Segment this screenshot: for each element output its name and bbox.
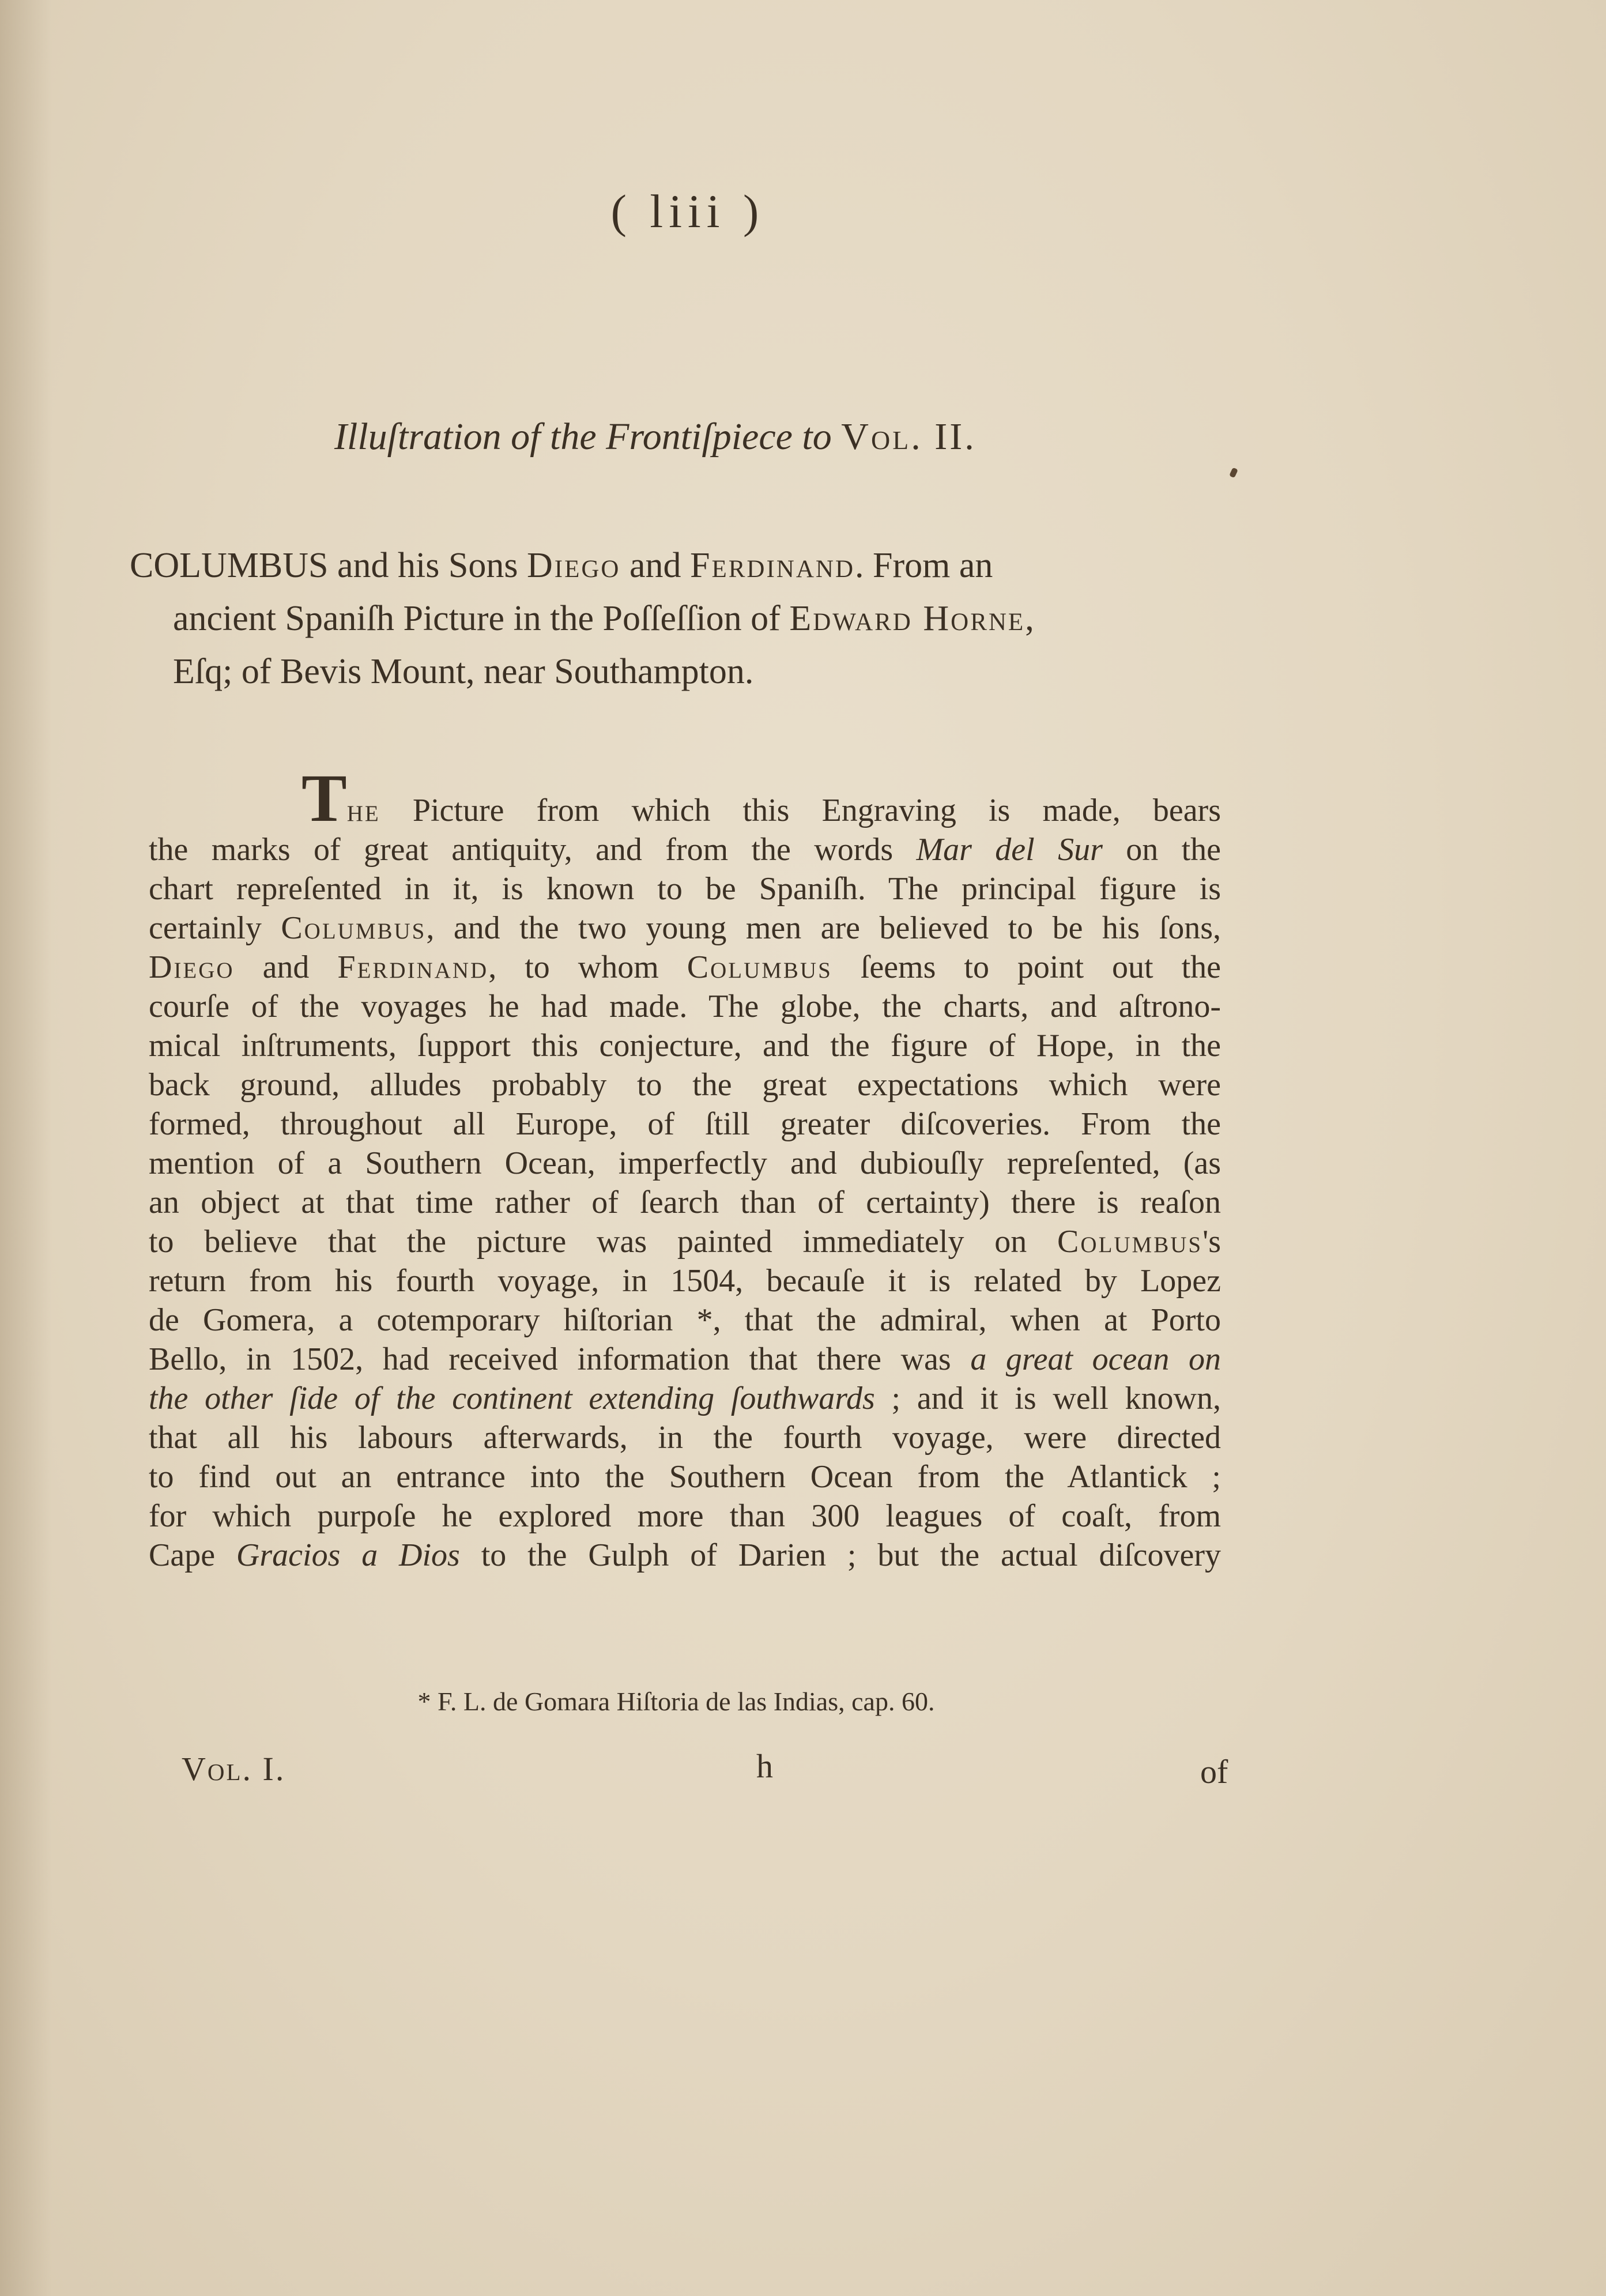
heading-text: ancient Spaniſh Picture in the Poſſeſſion of bbox=[173, 599, 790, 638]
body-line bbox=[149, 1536, 1221, 1575]
body-line bbox=[149, 948, 1221, 987]
illustration-title-volume: Vol. II. bbox=[841, 416, 977, 458]
body-line: mention of a Southern Ocean, imperfectly and dubiouſly repreſented, (as bbox=[149, 1145, 1221, 1181]
name-edward-horne: Edward Horne bbox=[789, 599, 1026, 638]
body-line: that all his labours afterwards, in the fourth voyage, were directed bbox=[149, 1420, 1221, 1456]
body-text: Bello, in 1502, had received information that there was bbox=[149, 1341, 971, 1377]
body-text: and bbox=[234, 949, 338, 985]
name-ferdinand: Ferdinand bbox=[690, 546, 855, 585]
body-text: , to whom bbox=[488, 949, 687, 985]
body-line bbox=[149, 1379, 1221, 1418]
body-text: 's bbox=[1202, 1224, 1221, 1260]
heading-text: and bbox=[620, 546, 690, 585]
binding-edge-shadow bbox=[0, 0, 52, 2296]
drop-cap: T bbox=[301, 760, 347, 836]
heading-line-1 bbox=[130, 539, 1283, 592]
heading-text: COLUMBUS and his Sons bbox=[130, 546, 527, 585]
body-line: return from his fourth voyage, in 1504, becauſe it is related by Lopez bbox=[149, 1263, 1221, 1299]
body-text: to the Gulph of Darien ; but the actual diſcovery bbox=[459, 1537, 1222, 1573]
name-diego: Diego bbox=[149, 949, 235, 985]
body-paragraph bbox=[149, 760, 1222, 1575]
body-line: back ground, alludes probably to the great expectations which were bbox=[149, 1067, 1221, 1103]
heading-line-3: Eſq; of Bevis Mount, near Southampton. bbox=[173, 652, 754, 691]
body-line: chart repreſented in it, is known to be Spaniſh. The principal figure is bbox=[149, 871, 1221, 907]
body-text: on the bbox=[1102, 832, 1222, 868]
body-text: the marks of great antiquity, and from the words bbox=[149, 832, 917, 868]
body-text: Picture from which this Engraving is made, bears bbox=[380, 793, 1221, 828]
footnote: * F. L. de Gomara Hiſtoria de las Indias, cap. 60. bbox=[417, 1687, 935, 1716]
body-line bbox=[149, 1340, 1221, 1379]
body-text: to believe that the picture was painted immediately on bbox=[149, 1224, 1058, 1260]
body-line bbox=[149, 760, 1221, 836]
heading-text: , bbox=[1025, 599, 1034, 638]
name-diego: Diego bbox=[527, 546, 621, 585]
heading-text: . From an bbox=[855, 546, 993, 585]
body-line: to find out an entrance into the Southern Ocean from the Atlantick ; bbox=[149, 1459, 1221, 1495]
picture-heading bbox=[130, 539, 1283, 698]
body-line: de Gomera, a cotemporary hiſtorian *, that the admiral, when at Porto bbox=[149, 1302, 1221, 1338]
body-line: formed, throughout all Europe, of ſtill greater diſcoveries. From the bbox=[149, 1106, 1221, 1142]
body-text: ſeems to point out the bbox=[832, 949, 1221, 985]
body-line: courſe of the voyages he had made. The globe, the charts, and aſtrono- bbox=[149, 989, 1221, 1024]
illustration-title-prefix: Illuſtration of the Frontiſpiece to bbox=[334, 416, 832, 458]
italic-text: Gracios a Dios bbox=[236, 1537, 460, 1573]
name-columbus: Columbus bbox=[1057, 1224, 1203, 1260]
ink-speck bbox=[1229, 468, 1238, 478]
body-text: certainly bbox=[149, 910, 281, 946]
body-line bbox=[149, 1222, 1221, 1261]
signature-mark: h bbox=[756, 1747, 773, 1785]
italic-text: the other ſide of the continent extending ſouthwards bbox=[149, 1381, 875, 1416]
body-text: , and the two young men are believed to be his ſons, bbox=[426, 910, 1222, 946]
illustration-title bbox=[334, 415, 977, 459]
italic-text: a great ocean on bbox=[970, 1341, 1222, 1377]
body-line bbox=[149, 908, 1221, 948]
body-line: an object at that time rather of ſearch than of certainty) there is reaſon bbox=[149, 1185, 1221, 1220]
name-columbus: Columbus bbox=[687, 949, 832, 985]
body-line: for which purpoſe he explored more than 300 leagues of coaſt, from bbox=[149, 1498, 1221, 1534]
body-line: mical inſtruments, ſupport this conjecture, and the figure of Hope, in the bbox=[149, 1028, 1221, 1064]
italic-text: Mar del Sur bbox=[916, 832, 1103, 868]
body-text: he bbox=[346, 793, 380, 828]
name-columbus: Columbus bbox=[281, 910, 427, 946]
body-text: Cape bbox=[149, 1537, 236, 1573]
name-ferdinand: Ferdinand bbox=[337, 949, 489, 985]
heading-line-2 bbox=[130, 592, 1283, 645]
body-text: ; and it is well known, bbox=[874, 1381, 1221, 1416]
body-line bbox=[149, 830, 1221, 869]
catchword: of bbox=[1200, 1753, 1228, 1790]
page-number: ( liii ) bbox=[610, 185, 765, 237]
volume-signature: Vol. I. bbox=[182, 1750, 286, 1788]
